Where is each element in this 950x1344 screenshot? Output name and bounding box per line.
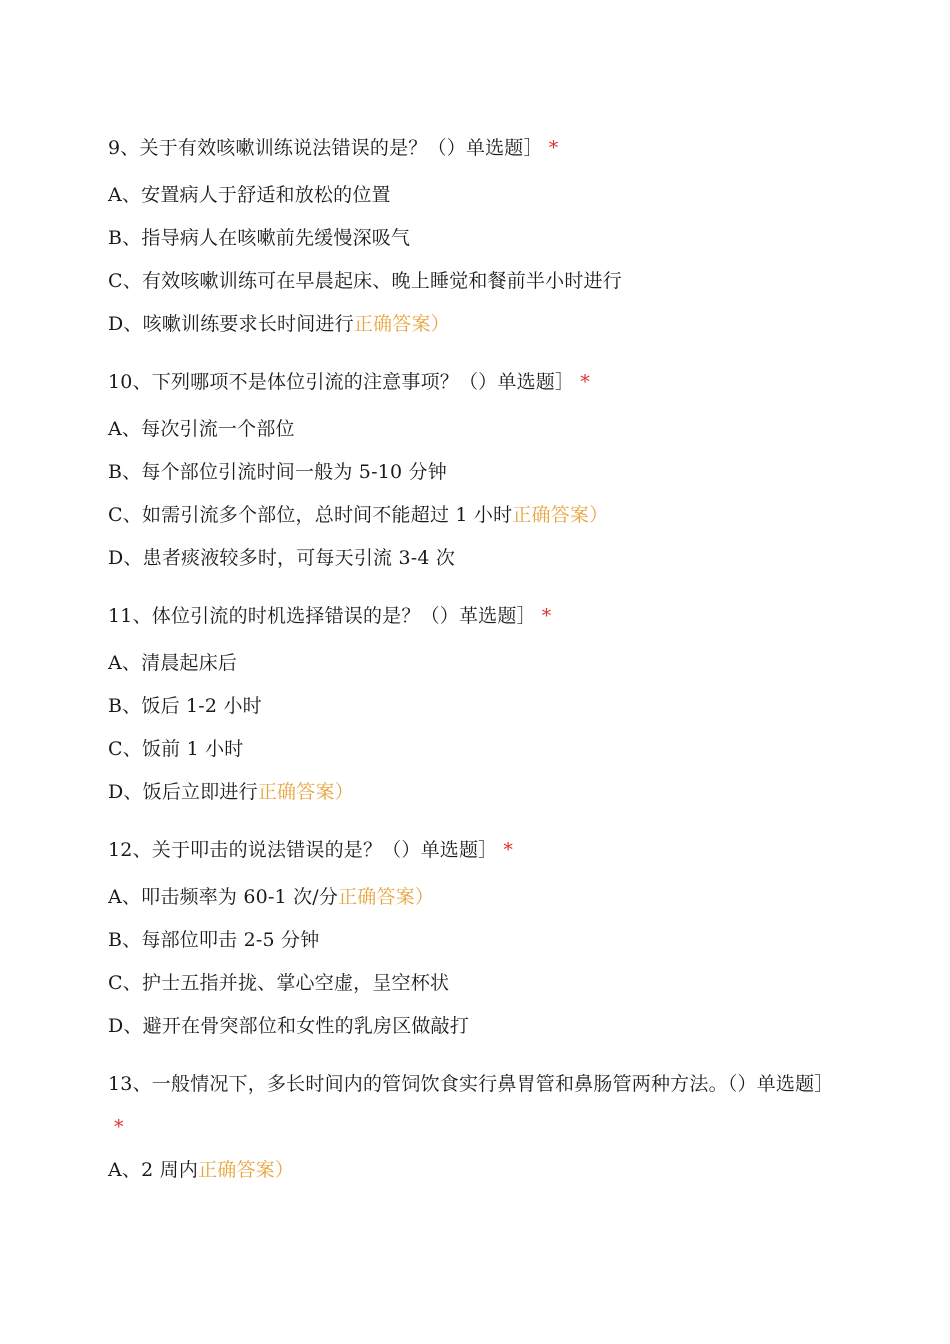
required-mark: * (580, 371, 590, 393)
option-d: D、患者痰液较多时，可每天引流 3-4 次 (108, 547, 456, 569)
question-title: 11、体位引流的时机选择错误的是？（）革选题］ * (108, 605, 552, 627)
option-b: B、每部位叩击 2-5 分钟 (108, 929, 320, 951)
option-c: C、如需引流多个部位，总时间不能超过 1 小时正确答案） (108, 504, 609, 526)
question-title: 12、关于叩击的说法错误的是？（）单选题］ * (108, 839, 514, 861)
option-b: B、指导病人在咳嗽前先缓慢深吸气 (108, 227, 411, 249)
question-13 (108, 1063, 843, 1192)
required-mark: * (548, 137, 559, 159)
question-9 (108, 127, 843, 346)
question-10 (108, 361, 843, 580)
question-title: 13、一般情况下，多长时间内的管饲饮食实行鼻胃管和鼻肠管两种方法。（）单选题］* (108, 1073, 834, 1138)
option-a: A、安置病人于舒适和放松的位置 (108, 184, 391, 206)
correct-answer-mark: 正确答案） (353, 313, 450, 335)
question-11 (108, 595, 843, 814)
question-title: 9、关于有效咳嗽训练说法错误的是？（）单选题］ * (108, 137, 559, 159)
correct-answer-mark: 正确答案） (257, 781, 354, 803)
option-c: C、饭前 1 小时 (108, 738, 244, 760)
option-a: A、清晨起床后 (108, 652, 238, 674)
required-mark: * (114, 1116, 124, 1138)
option-b: B、每个部位引流时间一般为 5-10 分钟 (108, 461, 447, 483)
correct-answer-mark: 正确答案） (512, 504, 609, 526)
correct-answer-mark: 正确答案） (198, 1159, 295, 1181)
option-c: C、护士五指并拢、掌心空虚，呈空杯状 (108, 972, 450, 994)
question-12 (108, 829, 843, 1048)
option-a: A、叩击频率为 60-1 次/分正确答案） (108, 886, 435, 908)
option-a: A、每次引流一个部位 (108, 418, 295, 440)
option-d: D、避开在骨突部位和女性的乳房区做敲打 (108, 1015, 470, 1037)
option-c: C、有效咳嗽训练可在早晨起床、晚上睡觉和餐前半小时进行 (108, 270, 622, 292)
question-title: 10、下列哪项不是体位引流的注意事项？（）单选题］ * (108, 371, 590, 393)
correct-answer-mark: 正确答案） (338, 886, 435, 908)
required-mark: * (541, 605, 552, 627)
option-d: D、饭后立即进行正确答案） (108, 781, 354, 803)
option-a: A、2 周内正确答案） (108, 1159, 295, 1181)
option-d: D、咳嗽训练要求长时间进行正确答案） (108, 313, 450, 335)
option-b: B、饭后 1-2 小时 (108, 695, 262, 717)
required-mark: * (503, 839, 514, 861)
